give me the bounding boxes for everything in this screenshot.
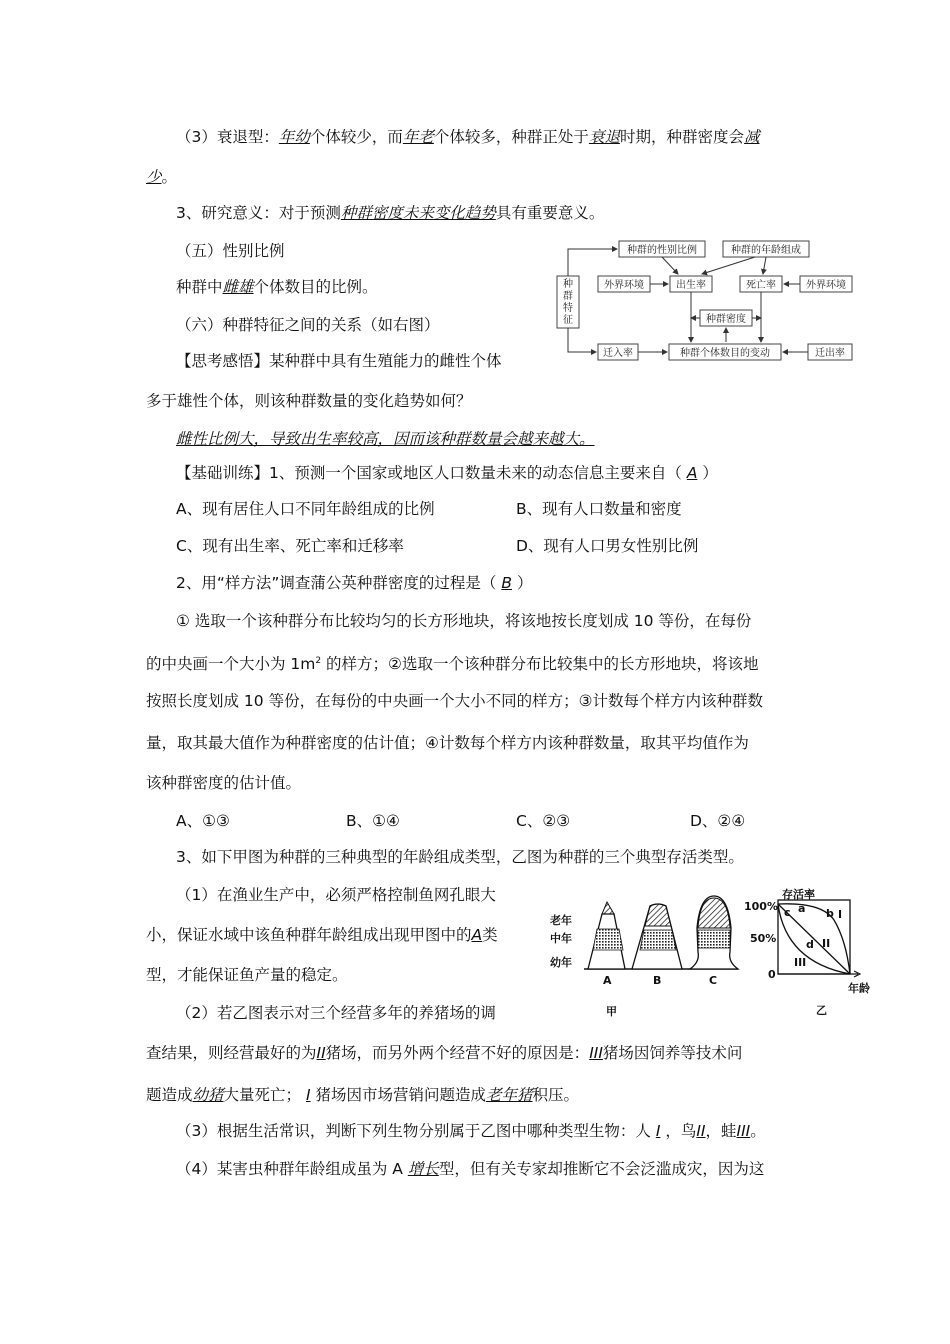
- label-middle: 中年: [550, 932, 572, 945]
- label-emigration: 迁出率: [815, 348, 845, 359]
- label-type-a: A: [603, 974, 612, 987]
- q1-option-a: A、现有居住人口不同年龄组成的比例: [176, 500, 435, 518]
- figure-caption-yi: 乙: [816, 1004, 827, 1017]
- q2-option-b: B、①④: [346, 812, 400, 830]
- heading-relations: （六）种群特征之间的关系（如右图）: [176, 316, 440, 334]
- q2-line-2: 的中央画一个大小为 $1m^2$ 的样方；②选取一个该种群分布比较集中的长方形地块，将该地: [146, 655, 759, 674]
- para-decline: （3）衰退型：年幼个体较少，而年老个体较多，种群正处于衰退时期，种群密度会减: [176, 128, 760, 146]
- population-feature-diagram: [550, 236, 860, 372]
- q2-line-5: 该种群密度的估计值。: [146, 774, 302, 792]
- label-env-right: 外界环境: [806, 280, 846, 291]
- label-curve-i: I: [838, 908, 843, 921]
- q2-stem: 2、用“样方法”调查蒲公英种群密度的过程是（ B ）: [176, 574, 533, 592]
- label-type-c: C: [709, 974, 718, 987]
- main-char-1: 种: [563, 279, 573, 290]
- main-char-2: 群: [563, 291, 573, 302]
- q3-sub1-b: 小，保证水域中该鱼种群年龄组成出现甲图中的A类: [146, 926, 498, 944]
- q2-option-c: C、②③: [516, 812, 571, 830]
- point-b: b: [826, 907, 834, 920]
- pyramid-c: [690, 896, 738, 969]
- q3-sub1-a: （1）在渔业生产中，必须严格控制鱼网孔眼大: [176, 886, 496, 904]
- main-char-3: 特: [563, 303, 573, 314]
- label-sex-ratio: 种群的性别比例: [627, 245, 697, 256]
- tick-50: 50%: [750, 932, 777, 945]
- think-answer: 雌性比例大，导致出生率较高，因而该种群数量会越来越大。: [176, 430, 595, 448]
- figure-survivorship: [742, 880, 882, 1026]
- label-env-left: 外界环境: [604, 280, 644, 291]
- pyramid-b: [632, 904, 682, 969]
- label-age: 年龄: [848, 982, 870, 995]
- label-survival-rate: 存活率: [782, 888, 815, 901]
- q3-sub2-b: 查结果，则经营最好的为II猪场，而另外两个经营不好的原因是：III猪场因饲养等技术问: [146, 1044, 743, 1062]
- arrow-age-birth: [702, 257, 755, 274]
- q1-stem: 【基础训练】1、预测一个国家或地区人口数量未来的动态信息主要来自（ A ）: [176, 464, 718, 482]
- q3-stem: 3、如下甲图为种群的三种典型的年龄组成类型，乙图为种群的三个典型存活类型。: [176, 848, 744, 866]
- label-young: 幼年: [550, 956, 572, 969]
- label-change: 种群个体数目的变动: [680, 348, 770, 359]
- q3-sub3: （3）根据生活常识，判断下列生物分别属于乙图中哪种类型生物：人 I ，鸟II，蛙III。: [176, 1122, 766, 1140]
- figure-age-structure: [548, 890, 740, 1022]
- heading-sex-ratio: （五）性别比例: [176, 242, 285, 260]
- arrow-age-death: [763, 257, 766, 274]
- point-d: d: [806, 938, 814, 951]
- think-prompt: 【思考感悟】某种群中具有生殖能力的雌性个体: [176, 352, 502, 370]
- arrow-main-immig: [568, 328, 596, 352]
- think-prompt-cont: 多于雄性个体，则该种群数量的变化趋势如何？: [146, 392, 472, 410]
- q2-line-4: 量，取其最大值作为种群密度的估计值；④计数每个样方内该种群数量，取其平均值作为: [146, 734, 749, 752]
- arrow-sex-birth: [662, 257, 678, 274]
- q2-option-d: D、②④: [690, 812, 746, 830]
- label-death: 死亡率: [746, 280, 776, 291]
- label-curve-iii: III: [794, 956, 807, 969]
- label-immigration: 迁入率: [603, 348, 633, 359]
- tick-0: 0: [768, 968, 776, 981]
- q1-option-d: D、现有人口男女性别比例: [516, 537, 699, 555]
- arrow-main-sex: [568, 249, 617, 276]
- main-char-4: 征: [563, 315, 573, 326]
- q2-line-3: 按照长度划成 10 等份，在每份的中央画一个大小不同的样方；③计数每个样方内该种群数: [146, 692, 763, 710]
- para-decline-cont: 少。: [146, 168, 178, 186]
- label-birth: 出生率: [676, 280, 706, 291]
- para-sex-ratio: 种群中雌雄个体数目的比例。: [176, 278, 378, 296]
- label-type-b: B: [653, 974, 662, 987]
- q3-sub2-c: 题造成幼猪大量死亡； I 猪场因市场营销问题造成老年猪积压。: [146, 1086, 580, 1104]
- figure-caption-jia: 甲: [606, 1005, 617, 1018]
- para-significance: 3、研究意义：对于预测种群密度未来变化趋势具有重要意义。: [176, 204, 605, 222]
- q2-option-a: A、①③: [176, 812, 230, 830]
- label-density: 种群密度: [706, 314, 746, 325]
- point-a: a: [798, 902, 806, 915]
- q3-sub4: （4）某害虫种群年龄组成虽为 A 增长型，但有关专家却推断它不会泛滥成灾，因为这: [176, 1160, 765, 1178]
- point-c: c: [784, 906, 791, 919]
- q1-option-c: C、现有出生率、死亡率和迁移率: [176, 537, 404, 555]
- label-curve-ii: II: [822, 937, 831, 950]
- label-old: 老年: [550, 914, 572, 927]
- pyramid-a: [588, 902, 625, 969]
- tick-100: 100%: [744, 900, 778, 913]
- q2-line-1: ① 选取一个该种群分布比较均匀的长方形地块，将该地按长度划成 10 等份，在每份: [176, 612, 752, 630]
- label-age: 种群的年龄组成: [731, 245, 801, 256]
- q3-sub1-c: 型，才能保证鱼产量的稳定。: [146, 966, 348, 984]
- q3-sub2-a: （2）若乙图表示对三个经营多年的养猪场的调: [176, 1004, 496, 1022]
- q1-option-b: B、现有人口数量和密度: [516, 500, 682, 518]
